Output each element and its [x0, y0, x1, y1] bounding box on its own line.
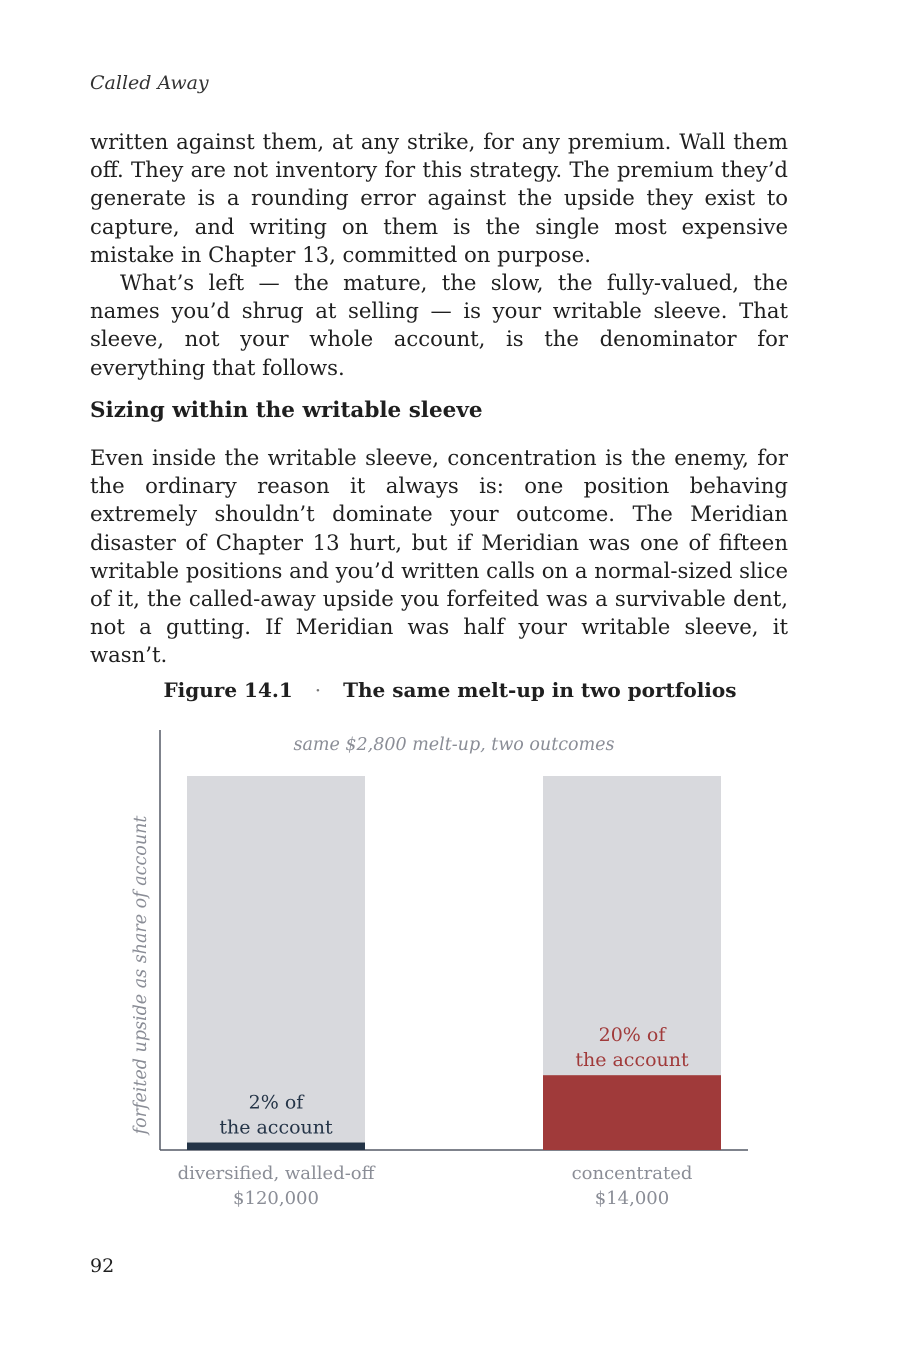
- paragraph: written against them, at any strike, for any premium. Wall them off. They are not inventory for this strategy. The premium they’d generate is a rounding error against the upside they exist to capture, and writing on them is the single most expensive mistake in Chapter 13, committed on purpose.: [90, 129, 788, 267]
- figure-title: The same melt-up in two portfolios: [343, 678, 737, 702]
- category-label: $14,000: [594, 1188, 670, 1209]
- figure-caption: [0, 678, 900, 702]
- page-number: 92: [90, 1255, 115, 1277]
- figure-label: Figure 14.1: [163, 678, 293, 702]
- data-label: the account: [219, 1116, 333, 1139]
- body-text: [90, 128, 788, 382]
- y-axis-label: forfeited upside as share of account: [131, 815, 151, 1135]
- figure-separator: ·: [314, 678, 322, 702]
- category-label: diversified, walled-off: [177, 1163, 375, 1184]
- section-paragraph: Even inside the writable sleeve, concentration is the enemy, for the ordinary reason it always is: one position behaving extremely shouldn’t dominate your outcome. The Meridian disaster of Chapter 13 hurt, but if Meridian was one of fifteen writable positions and you’d written calls on a normal-sized slice of it, the called-away upside you forfeited was a survivable dent, not a gutting. If Meridian was half your writable sleeve, it wasn’t.: [90, 445, 788, 668]
- data-label: 20% of: [598, 1024, 666, 1047]
- running-head: Called Away: [90, 72, 209, 94]
- chart-subtitle: same $2,800 melt-up, two outcomes: [293, 735, 615, 755]
- section-heading: Sizing within the writable sleeve: [90, 398, 483, 423]
- bar-value: [543, 1075, 721, 1150]
- category-label: concentrated: [571, 1163, 693, 1184]
- bar-value: [187, 1143, 365, 1150]
- paragraph: What’s left — the mature, the slow, the fully-valued, the names you’d shrug at selling — is your writable sleeve. That sleeve, not your whole account, is the denominator for everything that follows.: [90, 270, 788, 380]
- data-label: 2% of: [248, 1091, 304, 1114]
- category-label: $120,000: [233, 1188, 319, 1209]
- data-label: the account: [575, 1049, 689, 1072]
- bar-chart: [0, 720, 900, 1220]
